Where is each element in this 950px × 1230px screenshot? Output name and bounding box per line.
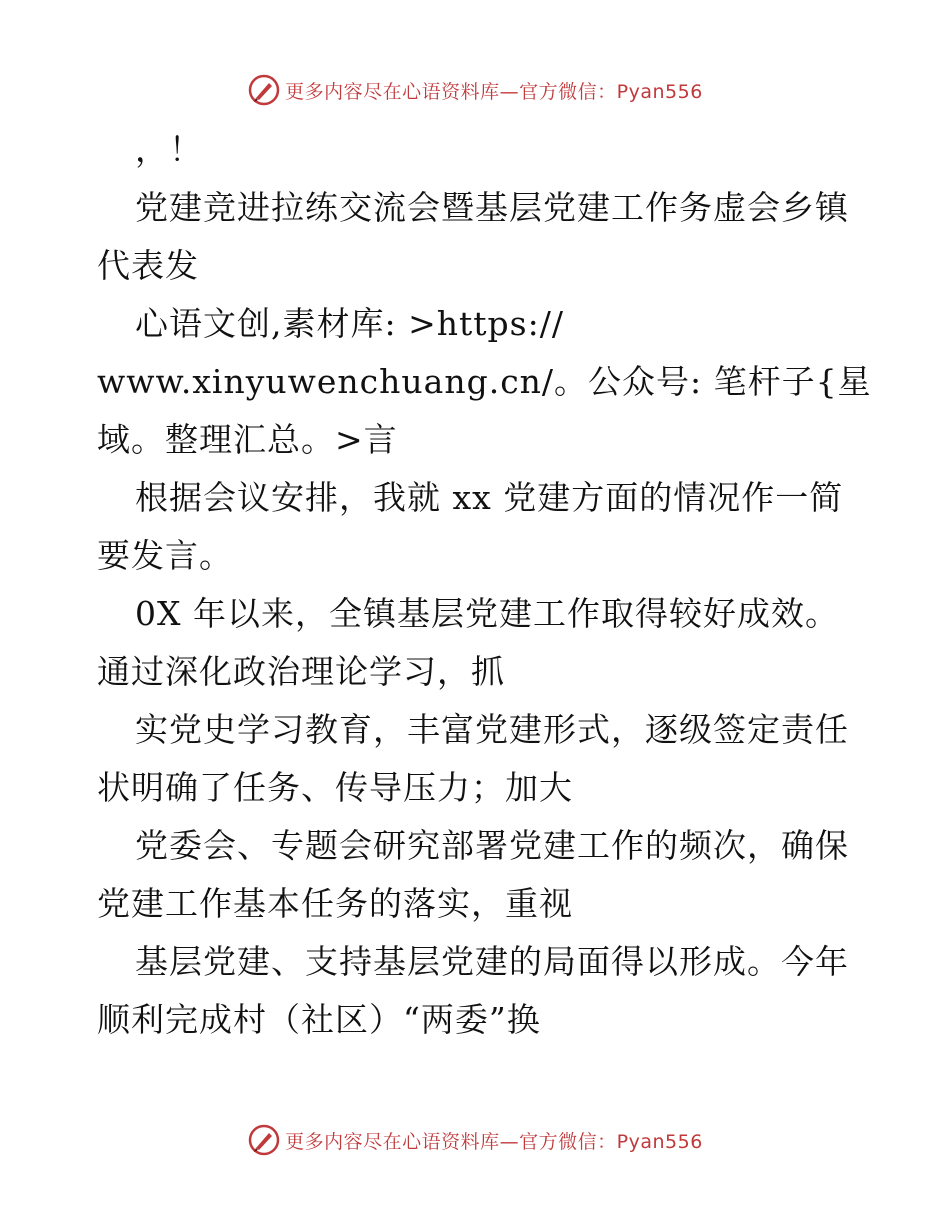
text-line: 党建竞进拉练交流会暨基层党建工作务虚会乡镇 <box>135 188 849 227</box>
text-line: 顺利完成村（社区）“两委”换 <box>97 1000 541 1039</box>
header-banner-text: 更多内容尽在心语资料库—官方微信：Pyan556 <box>285 80 703 103</box>
footer-banner-text: 更多内容尽在心语资料库—官方微信：Pyan556 <box>285 1130 703 1153</box>
footer-banner <box>0 1120 950 1160</box>
text-line: ，！ <box>135 130 203 169</box>
text-line: 党建工作基本任务的落实，重视 <box>97 884 573 923</box>
pen-logo-icon <box>247 1123 281 1157</box>
text-line: 实党史学习教育，丰富党建形式，逐级签定责任 <box>135 710 849 749</box>
text-line: 0X 年以来，全镇基层党建工作取得较好成效。 <box>135 594 839 633</box>
header-banner <box>0 70 950 110</box>
text-line: 根据会议安排，我就 xx 党建方面的情况作一简 <box>135 478 844 517</box>
text-line: 心语文创,素材库: >https:// <box>135 304 564 343</box>
pen-logo-icon <box>247 73 281 107</box>
text-line: 党委会、专题会研究部署党建工作的频次，确保 <box>135 826 849 865</box>
text-line: www.xinyuwenchuang.cn/。公众号: 笔杆子{星 <box>97 362 872 401</box>
text-line: 基层党建、支持基层党建的局面得以形成。今年 <box>135 942 849 981</box>
text-line: 域。整理汇总。>言 <box>97 420 398 459</box>
text-line: 状明确了任务、传导压力；加大 <box>97 768 573 807</box>
text-line: 通过深化政治理论学习，抓 <box>97 652 505 691</box>
text-line: 代表发 <box>97 246 199 285</box>
text-line: 要发言。 <box>97 536 233 575</box>
